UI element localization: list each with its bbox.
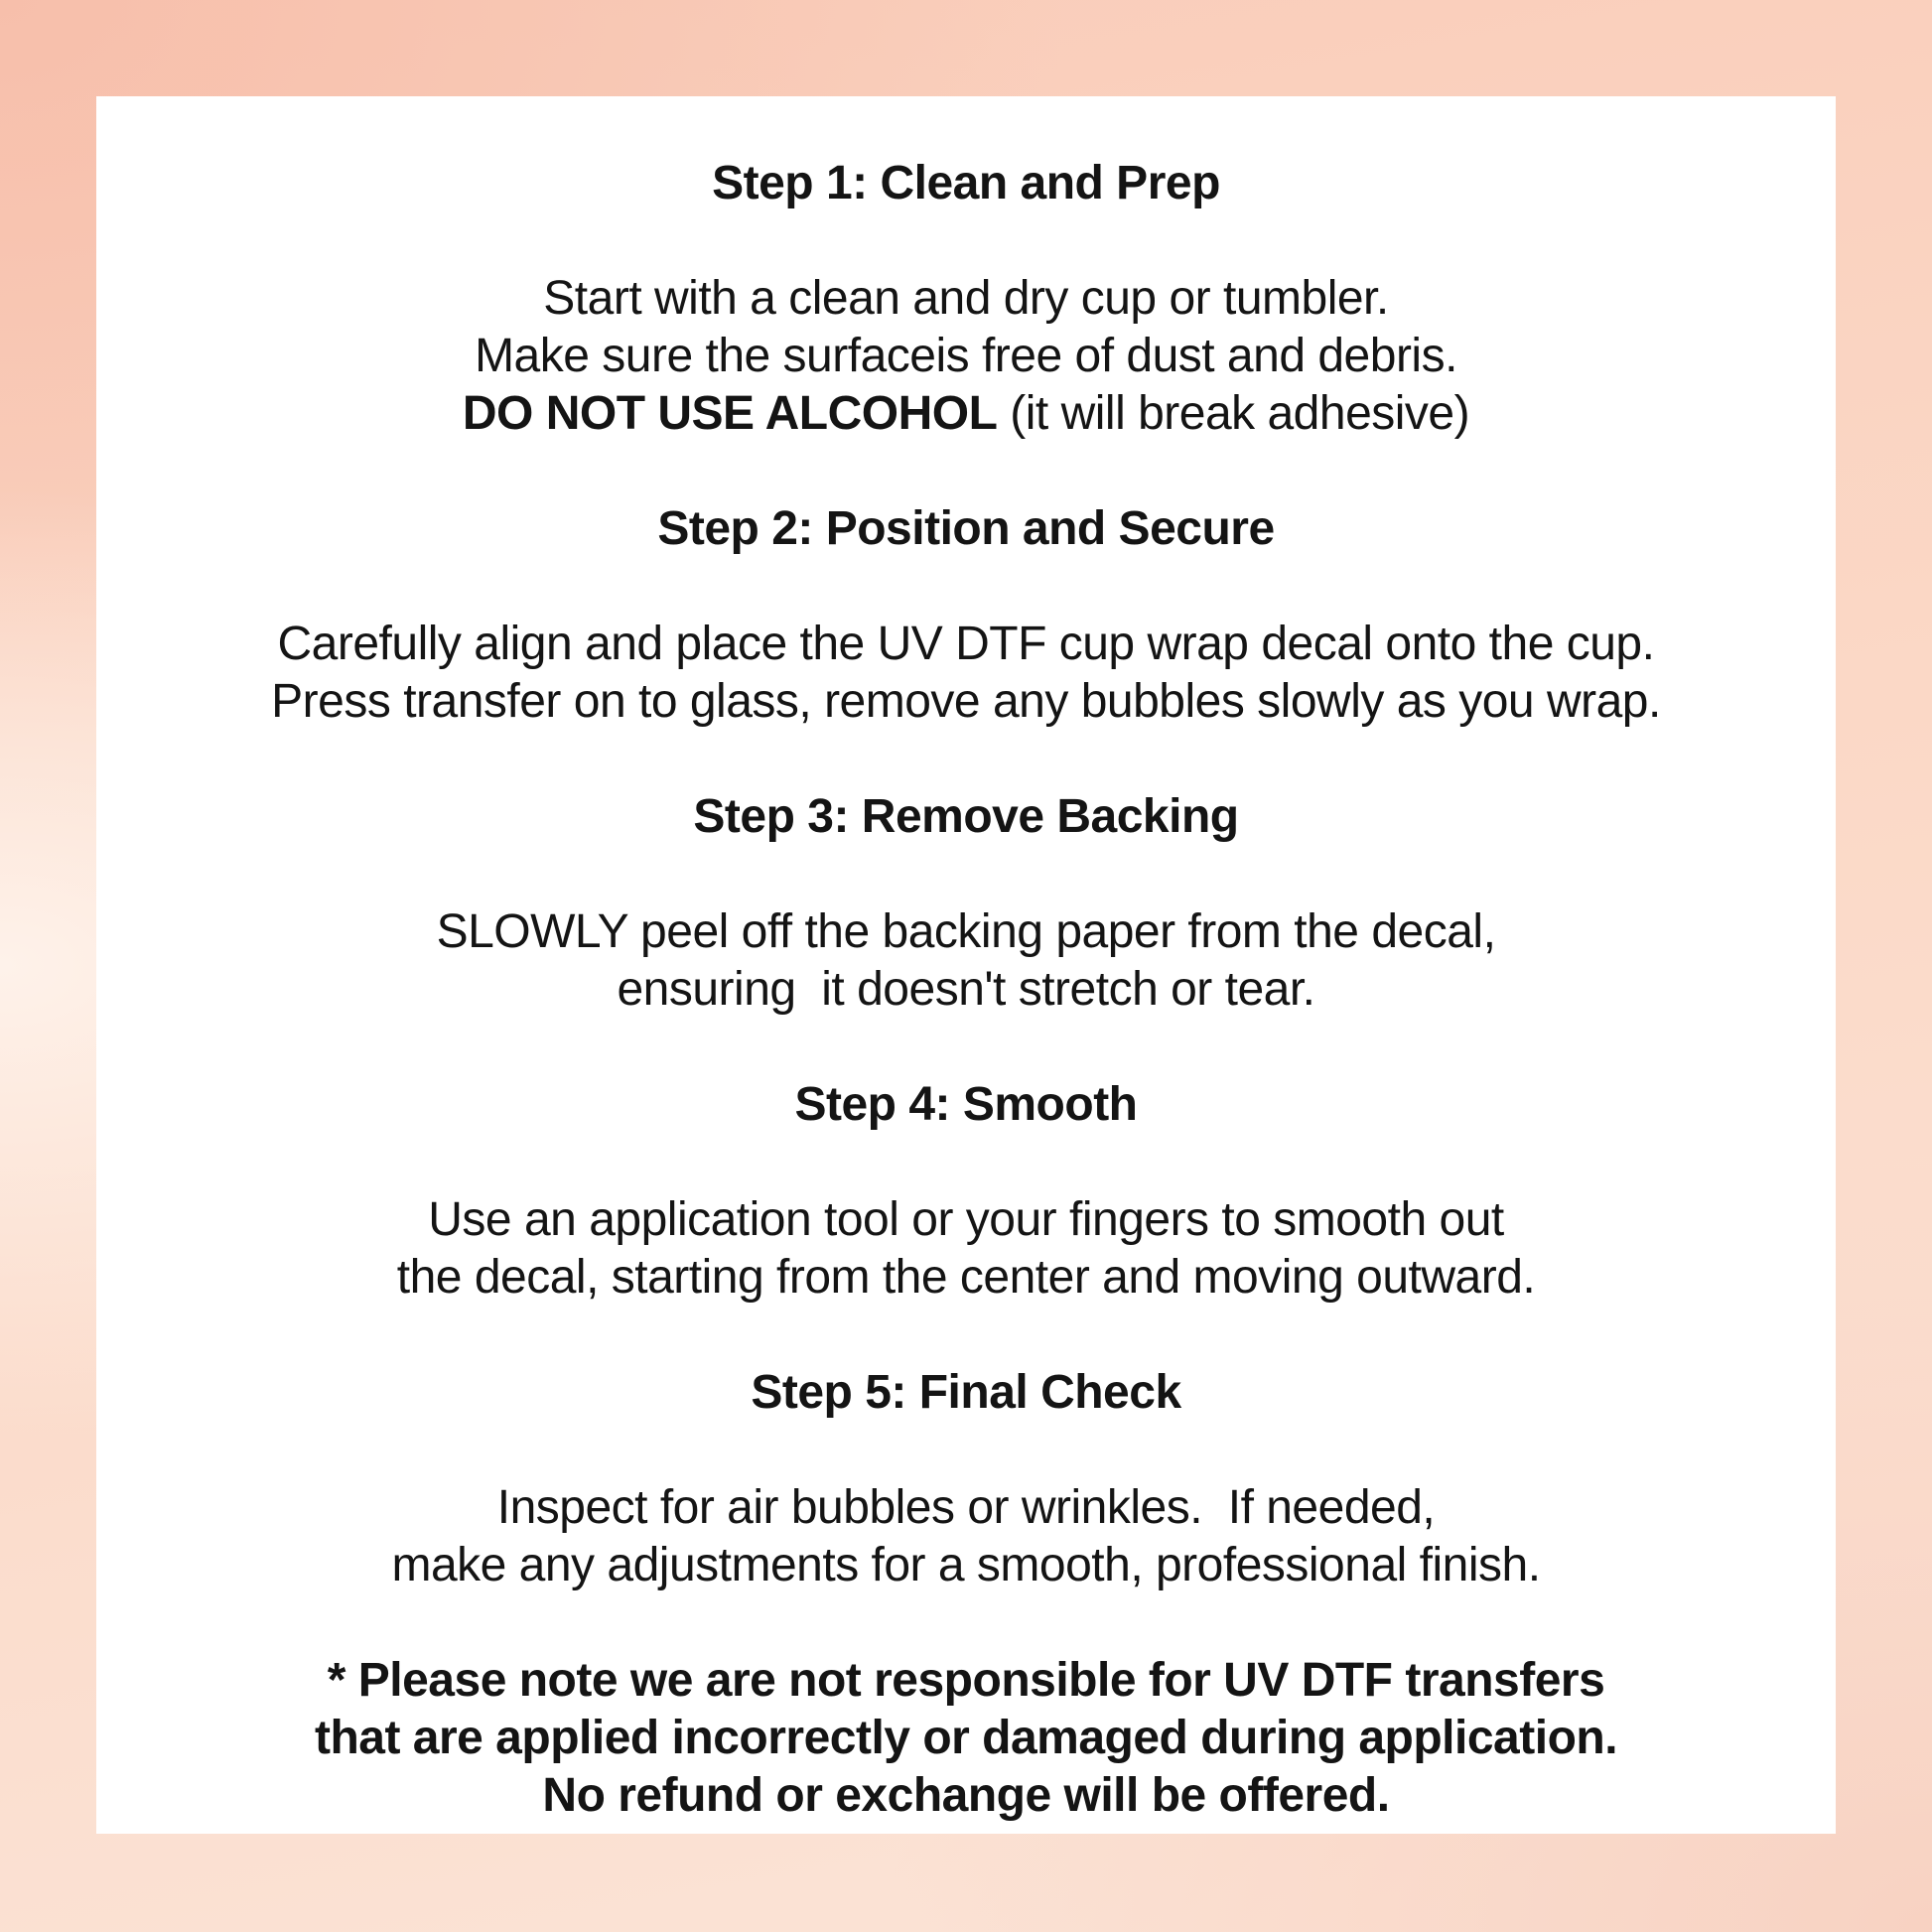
step-3-heading: Step 3: Remove Backing: [693, 790, 1239, 843]
disclaimer-line: No refund or exchange will be offered.: [542, 1769, 1390, 1822]
instruction-card: [96, 96, 1836, 1834]
step-5-body: [134, 1479, 1798, 1594]
instruction-line: Press transfer on to glass, remove any bubbles slowly as you wrap.: [271, 675, 1661, 728]
step-1-heading: Step 1: Clean and Prep: [712, 157, 1220, 209]
instruction-line: Use an application tool or your fingers to smooth out: [428, 1193, 1504, 1246]
instruction-line: ensuring it doesn't stretch or tear.: [617, 963, 1315, 1016]
disclaimer-note: [134, 1652, 1798, 1825]
step-4-heading: Step 4: Smooth: [794, 1078, 1138, 1131]
step-3-body: [134, 903, 1798, 1019]
step-2-body: [134, 616, 1798, 731]
instruction-line: Start with a clean and dry cup or tumbler.: [543, 272, 1389, 325]
step-4-body: [134, 1191, 1798, 1307]
instruction-line: Make sure the surfaceis free of dust and debris.: [475, 330, 1457, 382]
instruction-line: make any adjustments for a smooth, professional finish.: [391, 1539, 1541, 1591]
instruction-line: the decal, starting from the center and moving outward.: [396, 1251, 1536, 1304]
step-5-heading: Step 5: Final Check: [751, 1366, 1181, 1419]
instruction-line: Inspect for air bubbles or wrinkles. If needed,: [496, 1481, 1436, 1534]
step-2-heading: Step 2: Position and Secure: [657, 502, 1275, 555]
disclaimer-line: * Please note we are not responsible for UV DTF transfers: [327, 1654, 1605, 1707]
alcohol-warning-line: [134, 385, 1798, 443]
alcohol-warning-bold-text: DO NOT USE ALCOHOL: [462, 387, 998, 440]
step-1-body: [134, 270, 1798, 443]
alcohol-warning-regular-text: (it will break adhesive): [997, 387, 1470, 440]
instruction-line: SLOWLY peel off the backing paper from the decal,: [436, 905, 1496, 958]
instruction-line: Carefully align and place the UV DTF cup wrap decal onto the cup.: [277, 618, 1655, 670]
disclaimer-line: that are applied incorrectly or damaged during application.: [314, 1712, 1618, 1764]
